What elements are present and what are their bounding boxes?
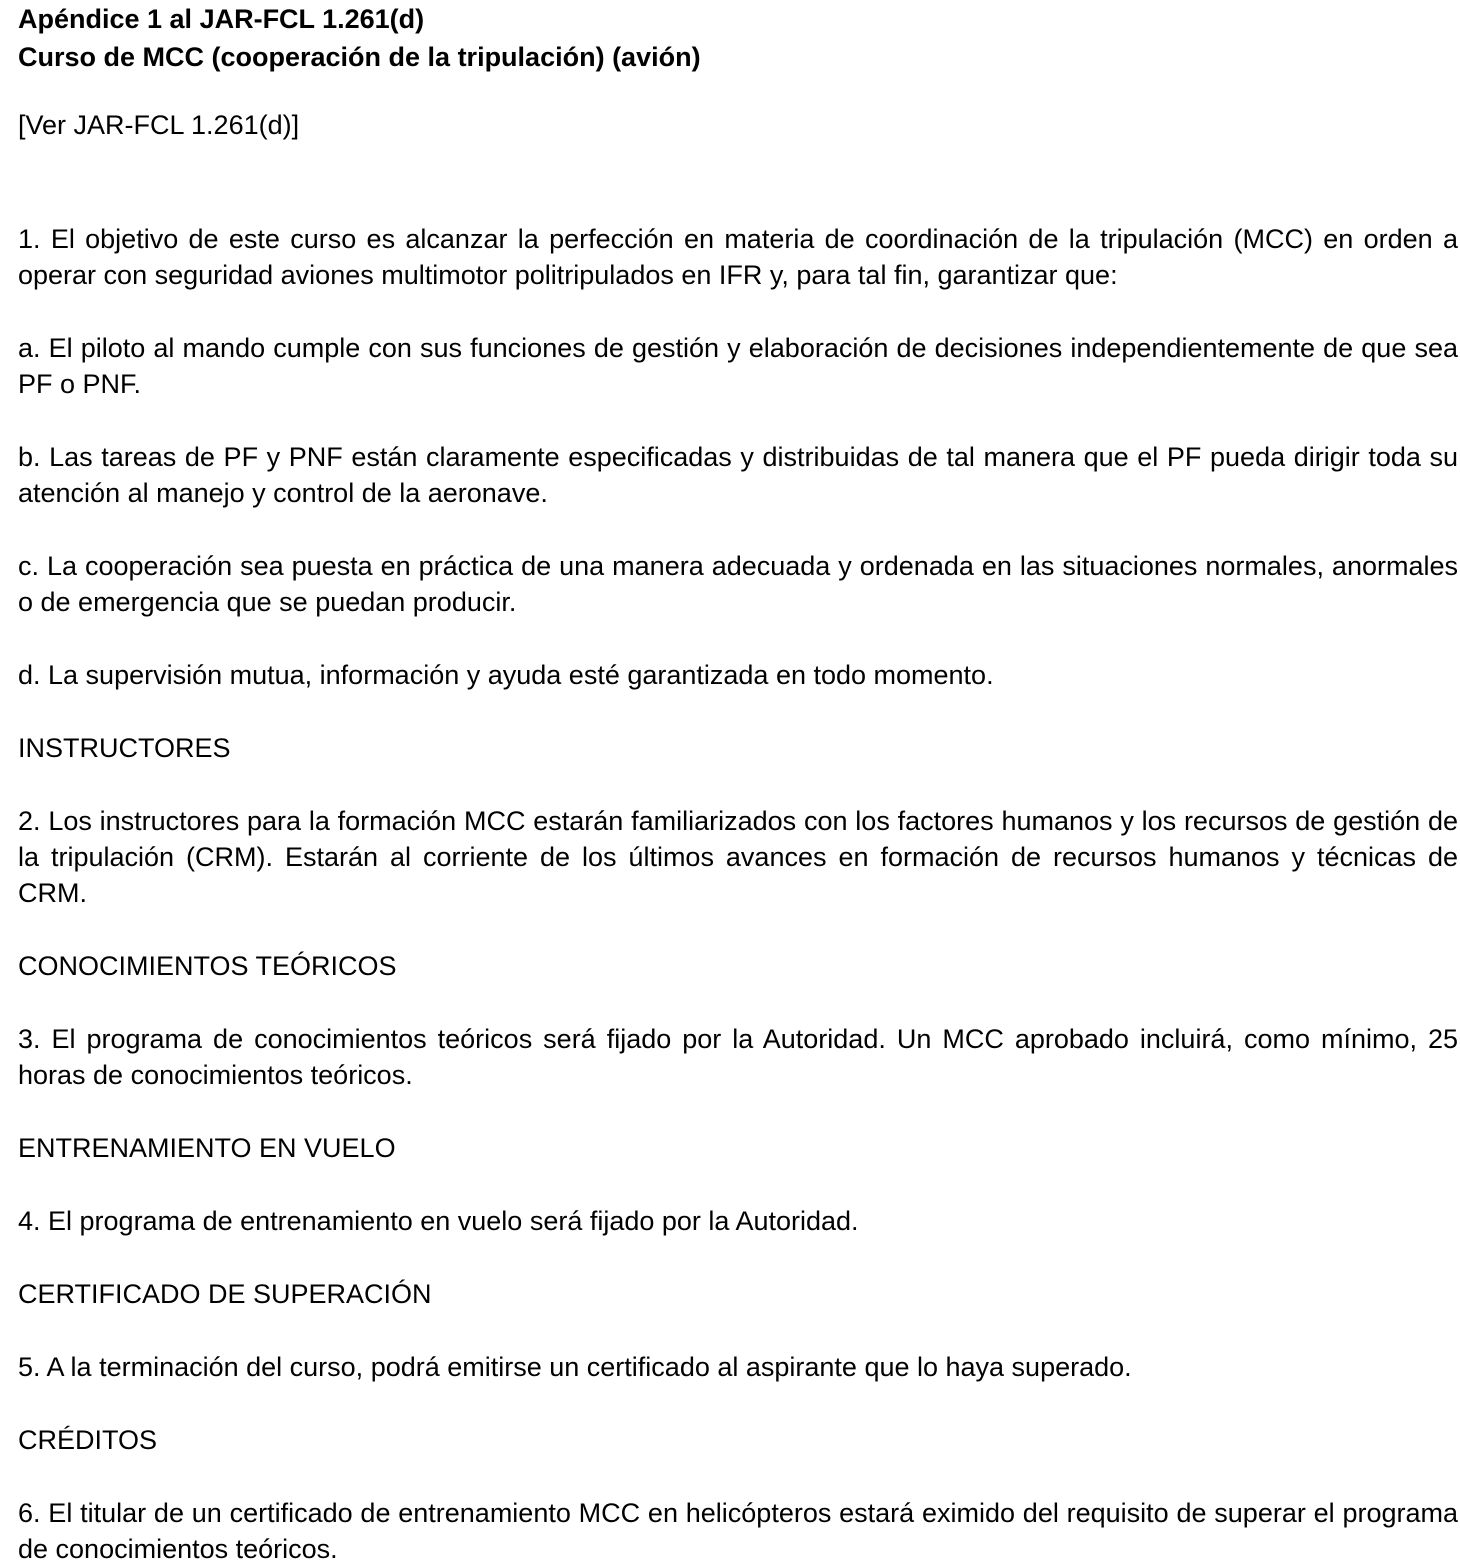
paragraph-1: 1. El objetivo de este curso es alcanzar la perfección en materia de coordinación de la tripulación (MCC) en orden a operar con seguridad aviones multimotor politripulados en IFR y, para tal fin, garantizar que: <box>18 224 1458 290</box>
paragraph-1d: d. La supervisión mutua, información y ayuda esté garantizada en todo momento. <box>18 660 994 690</box>
section-heading-instructores: INSTRUCTORES <box>18 733 231 763</box>
document-page <box>18 0 1458 1567</box>
section-heading-certificado: CERTIFICADO DE SUPERACIÓN <box>18 1279 432 1309</box>
paragraph-3: 3. El programa de conocimientos teóricos será fijado por la Autoridad. Un MCC aprobado incluirá, como mínimo, 25 horas de conocimientos teóricos. <box>18 1024 1458 1090</box>
paragraph-2: 2. Los instructores para la formación MCC estarán familiarizados con los factores humanos y los recursos de gestión de la tripulación (CRM). Estarán al corriente de los últimos avances en formación de recursos humanos y técnicas de CRM. <box>18 806 1458 908</box>
paragraph-1b: b. Las tareas de PF y PNF están claramente especificadas y distribuidas de tal manera que el PF pueda dirigir toda su atención al manejo y control de la aeronave. <box>18 442 1458 508</box>
section-heading-conocimientos: CONOCIMIENTOS TEÓRICOS <box>18 951 397 981</box>
paragraph-1a: a. El piloto al mando cumple con sus funciones de gestión y elaboración de decisiones independientemente de que sea PF o PNF. <box>18 333 1458 399</box>
section-heading-creditos: CRÉDITOS <box>18 1425 158 1455</box>
document-subtitle: Curso de MCC (cooperación de la tripulación) (avión) <box>18 42 701 72</box>
paragraph-4: 4. El programa de entrenamiento en vuelo será fijado por la Autoridad. <box>18 1206 859 1236</box>
reference-note: [Ver JAR-FCL 1.261(d)] <box>18 110 300 140</box>
document-title: Apéndice 1 al JAR-FCL 1.261(d) <box>18 4 425 34</box>
section-heading-entrenamiento: ENTRENAMIENTO EN VUELO <box>18 1133 396 1163</box>
paragraph-6: 6. El titular de un certificado de entrenamiento MCC en helicópteros estará eximido del requisito de superar el programa de conocimientos teóricos. <box>18 1498 1458 1564</box>
paragraph-5: 5. A la terminación del curso, podrá emitirse un certificado al aspirante que lo haya superado. <box>18 1352 1132 1382</box>
paragraph-1c: c. La cooperación sea puesta en práctica de una manera adecuada y ordenada en las situaciones normales, anormales o de emergencia que se puedan producir. <box>18 551 1458 617</box>
